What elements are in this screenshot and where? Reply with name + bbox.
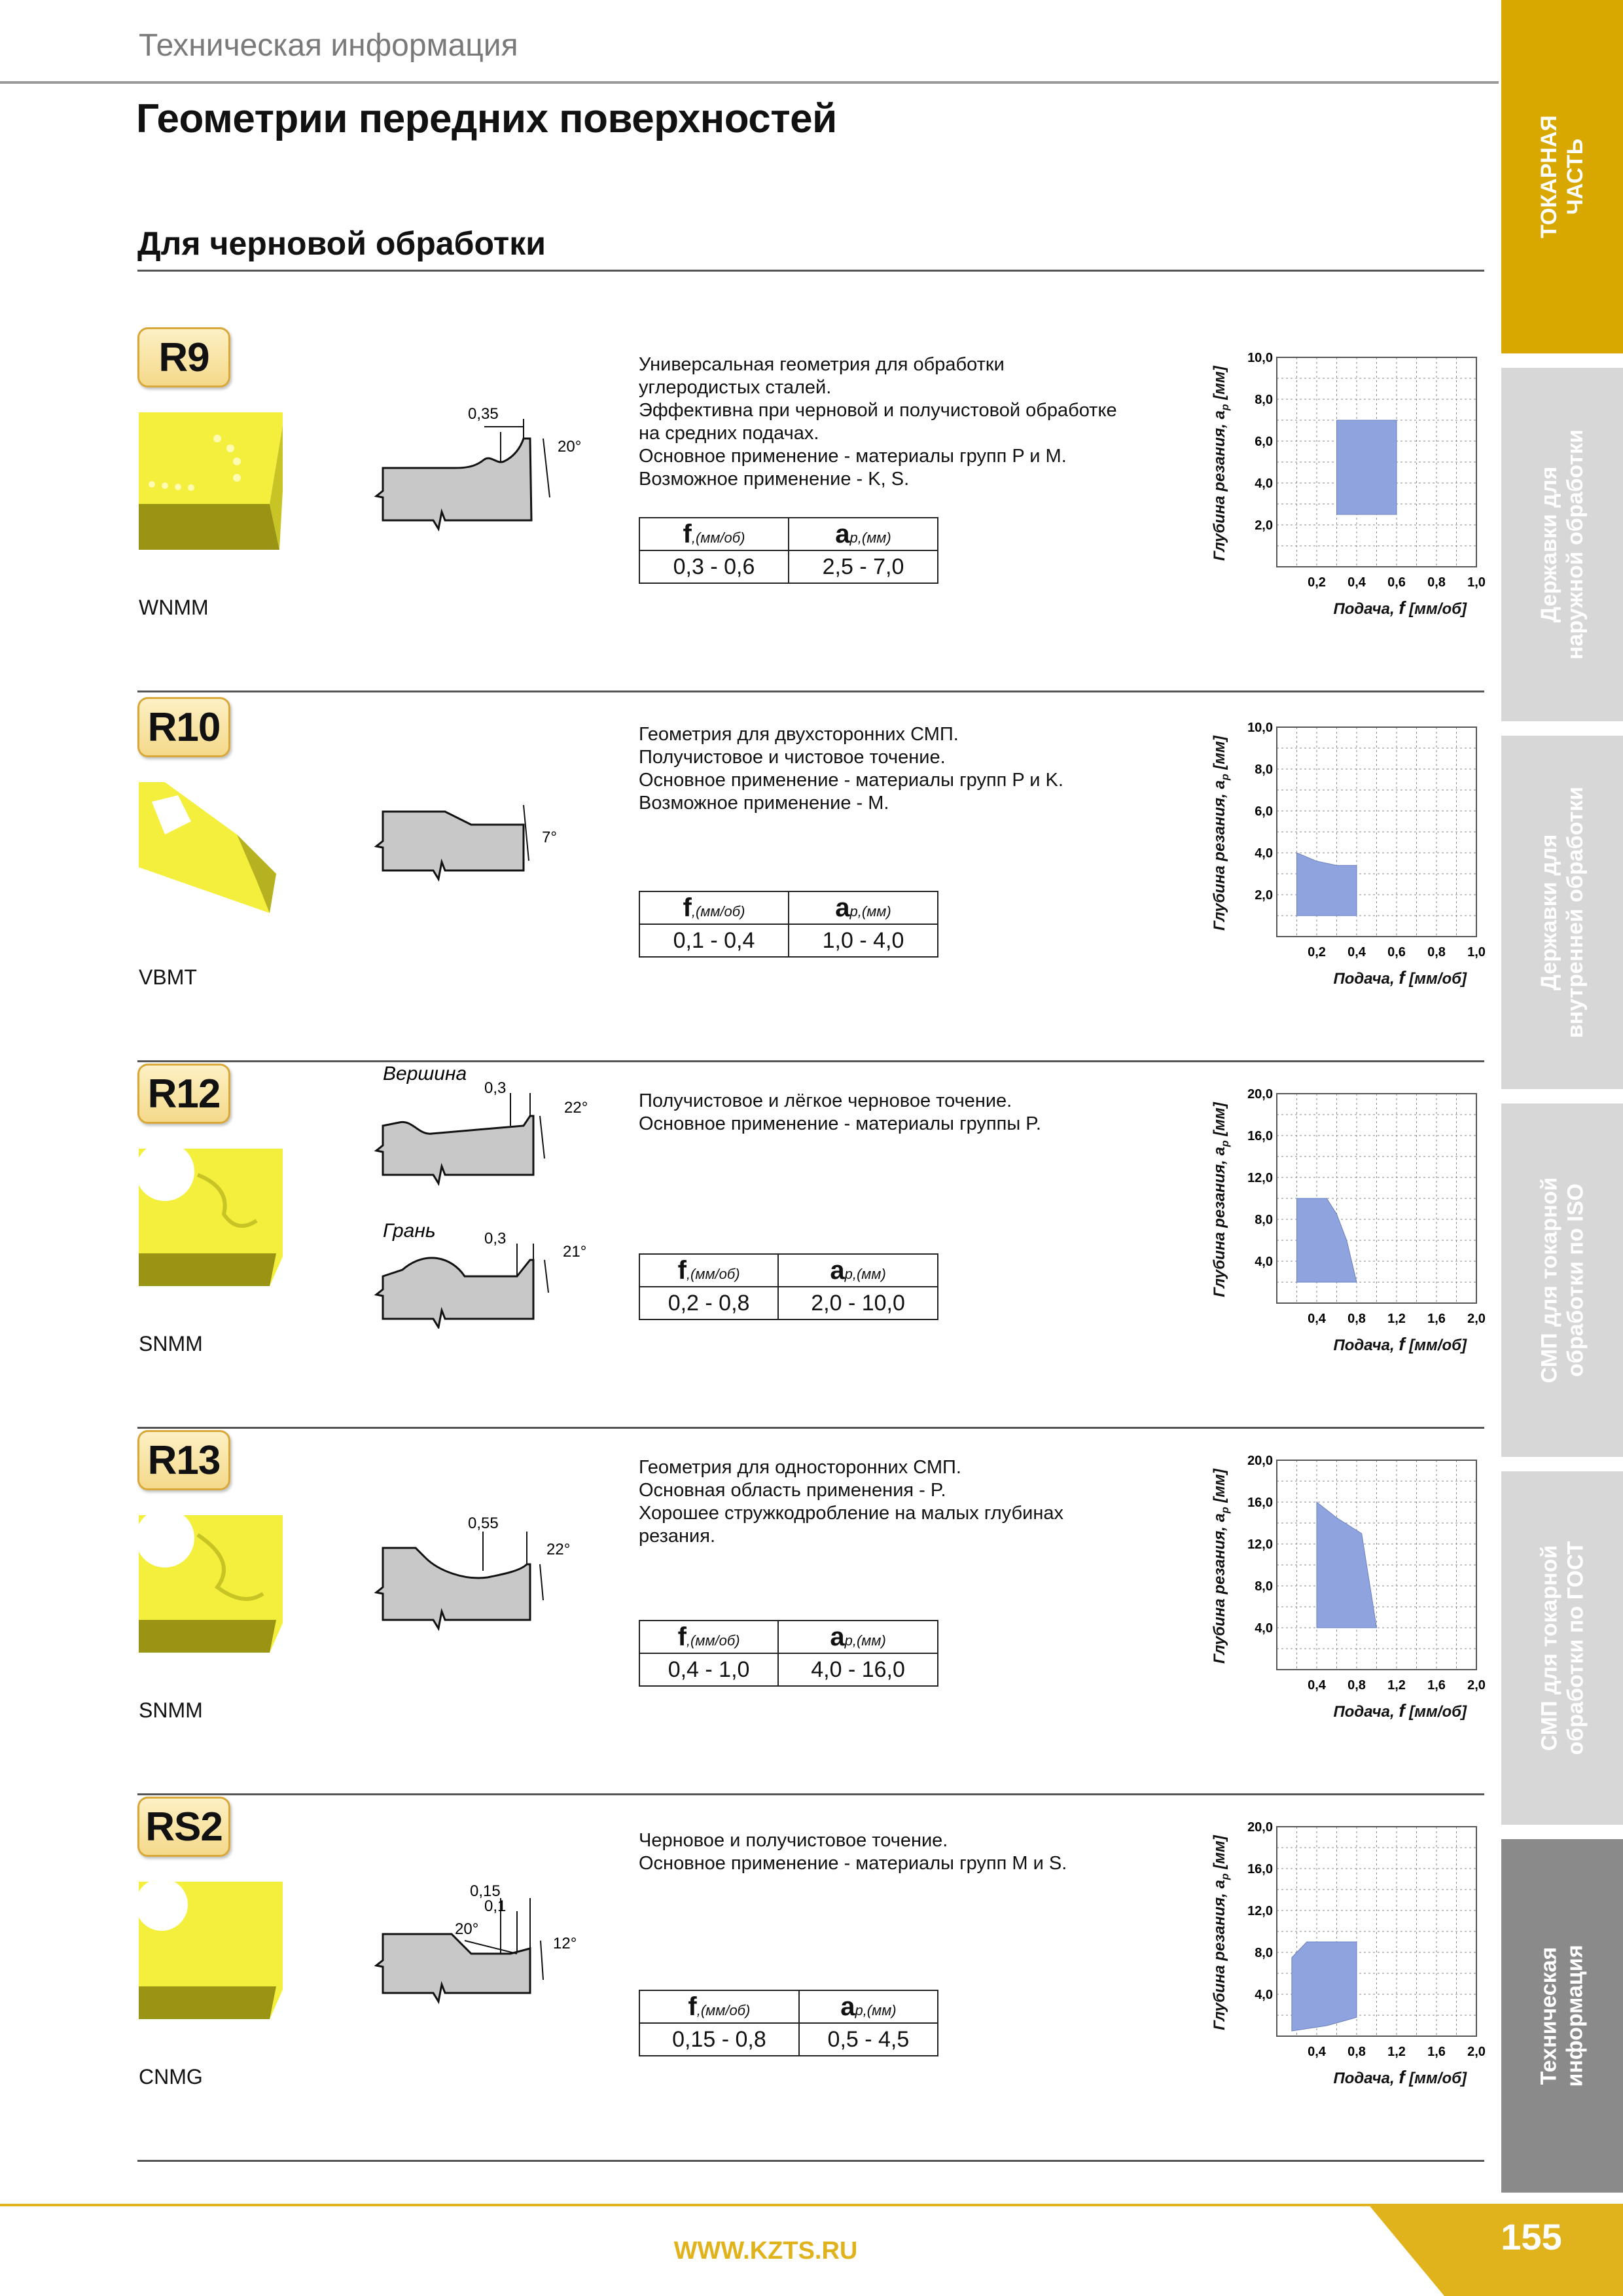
y-tick-label: 4,0 [1255,1988,1273,2002]
x-tick-label: 2,0 [1467,2045,1486,2059]
description-line: Хорошее стружкодробление на малых глубинах [639,1503,1063,1524]
x-tick-label: 0,4 [1347,575,1366,590]
feed-header: f,(мм/об) [639,1621,778,1653]
y-tick-label: 10,0 [1247,351,1273,365]
description-line: Геометрия для односторонних СМП. [639,1457,961,1478]
x-axis-label: Подача, f [мм/об] [1333,598,1467,618]
row-divider [137,1060,1484,1062]
page-title: Геометрии передних поверхностей [136,96,837,141]
insert-code: VBMT [139,965,197,989]
y-tick-label: 6,0 [1255,804,1273,819]
depth-header: ap,(мм) [778,1254,938,1287]
description-line: Возможное применение - K, S. [639,469,910,490]
profile-label-edge: Грань [383,1220,436,1242]
description-line: Получистовое и лёгкое черновое точение. [639,1090,1012,1111]
x-tick-label: 1,0 [1467,945,1486,960]
y-tick-label: 12,0 [1247,1537,1273,1552]
y-tick-label: 12,0 [1247,1171,1273,1185]
geometry-badge: R9 [137,327,230,387]
insert-image [139,412,283,550]
feed-header: f,(мм/об) [639,1254,778,1287]
x-tick-label: 0,4 [1308,2045,1326,2059]
x-tick-label: 2,0 [1467,1678,1486,1693]
x-axis-label: Подача, f [мм/об] [1333,2067,1467,2087]
y-tick-label: 12,0 [1247,1904,1273,1918]
y-tick-label: 8,0 [1255,762,1273,777]
x-tick-label: 0,2 [1308,945,1326,960]
description-line: Черновое и получистовое точение. [639,1830,948,1851]
x-tick-label: 2,0 [1467,1312,1486,1326]
x-tick-label: 1,2 [1387,1678,1406,1693]
section-divider [137,270,1484,272]
geometry-description [639,353,1162,491]
side-tab-internal-holders[interactable] [1501,736,1623,1089]
insert-code: WNMM [139,596,209,619]
row-divider [137,2160,1484,2162]
x-tick-label: 0,8 [1427,575,1446,590]
geometry-row-r10 [0,697,1501,1064]
y-tick-label: 8,0 [1255,1946,1273,1960]
geometry-description [639,1456,1162,1548]
angle-label: 7° [542,829,557,846]
side-tab-inserts-iso[interactable] [1501,1103,1623,1457]
y-tick-label: 20,0 [1247,1454,1273,1468]
x-tick-label: 1,0 [1467,575,1486,590]
y-tick-label: 4,0 [1255,846,1273,861]
chart-plot [1208,1815,1489,2064]
spec-table [639,891,938,958]
description-line: резания. [639,1526,716,1547]
y-tick-label: 6,0 [1255,435,1273,449]
depth-header: ap,(мм) [799,1990,938,2023]
y-tick-label: 16,0 [1247,1496,1273,1510]
x-tick-label: 1,6 [1427,2045,1446,2059]
side-tab-label: Техническая информация [1537,1945,1588,2087]
insert-image [139,1882,283,2019]
side-tab-label: СМП для токарной обработки по ГОСТ [1537,1541,1588,1755]
application-region [1297,853,1357,916]
row-divider [137,1427,1484,1429]
application-region [1297,1198,1357,1282]
profile-label-corner: Вершина [383,1063,467,1085]
angle-label: 22° [564,1099,588,1117]
geometry-row-r12 [0,1064,1501,1430]
y-tick-label: 20,0 [1247,1820,1273,1835]
y-tick-label: 8,0 [1255,1213,1273,1227]
x-tick-label: 0,8 [1347,2045,1366,2059]
description-line: Универсальная геометрия для обработки [639,354,1005,375]
depth-value: 0,5 - 4,5 [799,2023,938,2056]
description-line: Основное применение - материалы групп M и S. [639,1853,1067,1874]
chart-plot [1208,1448,1489,1697]
feed-depth-chart [1208,1082,1489,1357]
side-tab-label: СМП для токарной обработки по ISO [1537,1177,1588,1384]
x-tick-label: 0,2 [1308,575,1326,590]
geometry-row-r9 [0,327,1501,694]
feed-header: f,(мм/об) [639,1990,799,2023]
geometry-description [639,1090,1162,1136]
y-axis-label: Глубина резания, $a_p$ [мм] [1211,1835,1231,2030]
feed-header: f,(мм/об) [639,891,789,924]
cutting-profile-diagram [373,1060,596,1329]
angle-label: 22° [546,1541,571,1558]
x-axis-label: Подача, f [мм/об] [1333,1334,1467,1354]
y-tick-label: 8,0 [1255,1579,1273,1594]
geometry-badge: R10 [137,697,230,757]
geometry-badge: R12 [137,1064,230,1124]
footer-divider [0,2204,1414,2206]
description-line: Основное применение - материалы группы P. [639,1113,1041,1134]
description-line: Основное применение - материалы групп P и M. [639,446,1067,467]
x-tick-label: 1,6 [1427,1678,1446,1693]
feed-depth-chart [1208,346,1489,620]
y-tick-label: 20,0 [1247,1087,1273,1102]
depth-value: 1,0 - 4,0 [789,924,938,957]
dimension-label: 0,3 [484,1230,507,1247]
spec-table [639,1253,938,1320]
y-tick-label: 4,0 [1255,476,1273,491]
y-tick-label: 16,0 [1247,1862,1273,1876]
side-tab-label: Державки для наружной обработки [1537,429,1588,660]
description-line: Геометрия для двухсторонних СМП. [639,724,959,745]
y-axis-label: Глубина резания, $a_p$ [мм] [1211,366,1231,561]
side-tab-label: Державки для внутренней обработки [1537,786,1588,1039]
page-number: 155 [1501,2216,1562,2257]
y-tick-label: 4,0 [1255,1255,1273,1269]
y-tick-label: 2,0 [1255,888,1273,903]
side-tab-inserts-gost[interactable] [1501,1471,1623,1825]
y-tick-label: 16,0 [1247,1129,1273,1143]
x-tick-label: 1,6 [1427,1312,1446,1326]
y-axis-label: Глубина резания, $a_p$ [мм] [1211,1102,1231,1297]
section-title: Для черновой обработки [137,225,546,262]
application-region [1317,1502,1377,1628]
side-tab-external-holders[interactable] [1501,368,1623,721]
side-tab-tech-info[interactable] [1501,1839,1623,2193]
dimension-label: 0,3 [484,1079,507,1097]
x-tick-label: 1,2 [1387,1312,1406,1326]
depth-header: ap,(мм) [789,891,938,924]
y-tick-label: 4,0 [1255,1621,1273,1636]
feed-depth-chart [1208,1448,1489,1723]
description-line: на средних подачах. [639,423,819,444]
row-divider [137,691,1484,692]
application-region [1292,1942,1357,2031]
angle-label: 21° [563,1243,587,1261]
x-tick-label: 0,8 [1347,1312,1366,1326]
feed-value: 0,15 - 0,8 [639,2023,799,2056]
x-tick-label: 0,4 [1308,1678,1326,1693]
geometry-description [639,1829,1162,1875]
spec-table [639,517,938,584]
feed-value: 0,2 - 0,8 [639,1287,778,1319]
depth-header: ap,(мм) [778,1621,938,1653]
y-tick-label: 8,0 [1255,393,1273,407]
application-region [1337,420,1397,514]
side-tab-label: ТОКАРНАЯ ЧАСТЬ [1537,115,1588,238]
description-line: Эффективна при черновой и получистовой обработке [639,400,1117,421]
row-divider [137,1793,1484,1795]
geometry-description [639,723,1162,815]
cutting-profile-diagram [373,399,582,537]
x-tick-label: 0,4 [1347,945,1366,960]
y-axis-label: Глубина резания, $a_p$ [мм] [1211,736,1231,931]
footer-website-link[interactable]: WWW.KZTS.RU [673,2237,858,2265]
description-line: Получистовое и чистовое точение. [639,747,946,768]
side-tab-turning[interactable] [1501,0,1623,353]
description-line: Основное применение - материалы групп P и K. [639,770,1063,791]
cutting-profile-diagram [373,1502,589,1640]
feed-value: 0,4 - 1,0 [639,1653,778,1686]
insert-code: SNMM [139,1698,203,1722]
insert-code: SNMM [139,1332,203,1355]
geometry-row-r13 [0,1430,1501,1797]
insert-image [139,1149,283,1286]
header-title: Техническая информация [139,28,518,63]
x-tick-label: 0,4 [1308,1312,1326,1326]
x-axis-label: Подача, f [мм/об] [1333,967,1467,988]
description-line: Возможное применение - M. [639,793,889,814]
x-tick-label: 1,2 [1387,2045,1406,2059]
dimension-label: 0,1 [484,1897,507,1915]
depth-value: 4,0 - 16,0 [778,1653,938,1686]
geometry-badge: RS2 [137,1797,230,1857]
feed-depth-chart [1208,1815,1489,2090]
header-divider [0,81,1499,84]
y-tick-label: 2,0 [1255,518,1273,533]
insert-image [139,1515,283,1653]
cutting-profile-diagram [373,1869,596,2006]
depth-header: ap,(мм) [789,518,938,550]
y-axis-label: Глубина резания, $a_p$ [мм] [1211,1469,1231,1664]
dimension-label: 0,35 [468,405,499,423]
spec-table [639,1620,938,1687]
chart-plot [1208,1082,1489,1331]
chart-plot [1208,346,1489,594]
insert-code: CNMG [139,2065,203,2089]
feed-depth-chart [1208,715,1489,990]
feed-value: 0,1 - 0,4 [639,924,789,957]
angle-label: 12° [553,1935,577,1952]
angle-label: 20° [455,1920,479,1938]
geometry-badge: R13 [137,1430,230,1490]
x-tick-label: 0,8 [1427,945,1446,960]
y-tick-label: 10,0 [1247,721,1273,735]
depth-value: 2,5 - 7,0 [789,550,938,583]
description-line: Основная область применения - P. [639,1480,946,1501]
feed-value: 0,3 - 0,6 [639,550,789,583]
chart-plot [1208,715,1489,964]
geometry-row-rs2 [0,1797,1501,2163]
depth-value: 2,0 - 10,0 [778,1287,938,1319]
insert-image [139,782,283,920]
x-axis-label: Подача, f [мм/об] [1333,1700,1467,1721]
spec-table [639,1990,938,2056]
description-line: углеродистых сталей. [639,377,832,398]
x-tick-label: 0,8 [1347,1678,1366,1693]
dimension-label: 0,15 [470,1882,501,1900]
x-tick-label: 0,6 [1387,945,1406,960]
angle-label: 20° [558,438,582,456]
cutting-profile-diagram [373,802,582,920]
dimension-label: 0,55 [468,1515,499,1532]
feed-header: f,(мм/об) [639,518,789,550]
x-tick-label: 0,6 [1387,575,1406,590]
